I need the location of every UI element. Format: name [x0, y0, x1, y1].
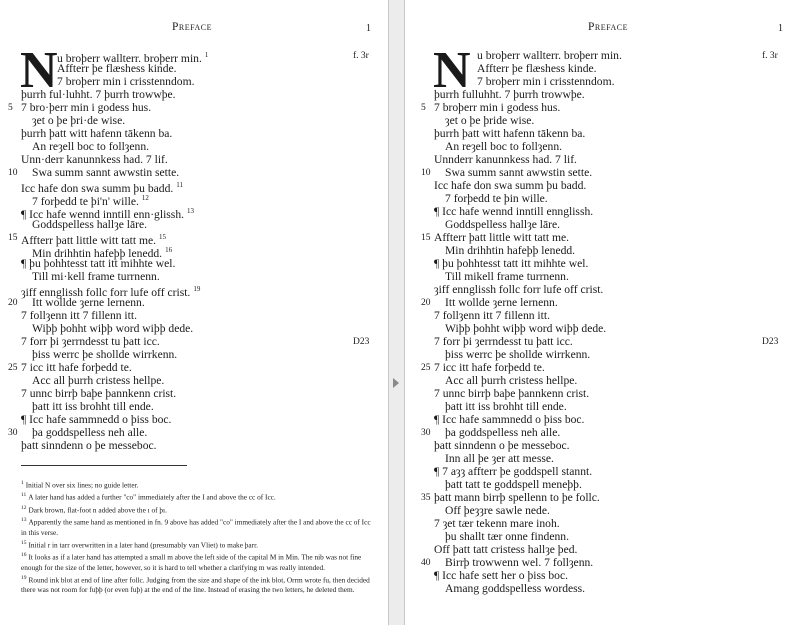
verse-line [0, 140, 388, 153]
verse-line [405, 400, 805, 413]
footnote-marker: 1 [204, 51, 209, 59]
verse-line [0, 205, 388, 221]
footnote-number: 19 [21, 574, 27, 581]
line-number: 15 [421, 233, 431, 243]
verse-line-text: ¶ 7 aȝȝ affterr þe goddspell stannt. [434, 465, 593, 478]
verse-line [0, 88, 388, 101]
verse-line-text: þurrh ful·luhht. 7 þurrh trowwþe. [21, 88, 176, 101]
verse-line [405, 413, 805, 426]
verse-text [0, 42, 388, 452]
verse-line [405, 335, 805, 348]
verse-line-text: ¶ Icc hafe sett her o þiss boc. [434, 569, 569, 582]
verse-line [405, 543, 805, 556]
verse-line-text: þu shallt tær onne findenn. [445, 530, 569, 543]
footnote-text: It looks as if a later hand has attempted a small m above the left side of the capital M in Min. The nib was not fine enough for the size of the letter, however, so it is hard to tell whether a clarifying m was really intended. [21, 552, 362, 572]
expand-arrow-icon[interactable] [393, 378, 399, 388]
verse-line-text: þa goddspelless neh alle. [32, 426, 148, 439]
verse-line [405, 374, 805, 387]
verse-line-text: Acc all þurrh cristess hellpe. [32, 374, 165, 387]
verse-line [0, 179, 388, 195]
footnote-marker: 16 [165, 246, 173, 254]
verse-line [405, 556, 805, 569]
verse-line [405, 101, 805, 114]
verse-line [405, 166, 805, 179]
verse-line-text: 7 forþedd te þin wille. [445, 192, 548, 205]
verse-line [0, 62, 388, 75]
verse-line [405, 361, 805, 374]
drop-cap: N [433, 42, 471, 99]
line-number: 15 [8, 233, 18, 243]
footnote-number: 12 [21, 504, 27, 511]
verse-line [405, 517, 805, 530]
footnote-text: Dark brown, flat-foot n added above the ı of þı. [28, 505, 167, 515]
verse-line-text: Swa summ sannt awwstin sette. [32, 166, 180, 179]
verse-line-text: þatt sinndenn o þe messeboc. [21, 439, 157, 452]
verse-line-text: 7 follȝenn itt 7 fillenn itt. [434, 309, 550, 322]
verse-line-text: Acc all þurrh cristess hellpe. [445, 374, 578, 387]
verse-line-text: þatt tatt te goddspell meneþþ. [445, 478, 582, 491]
pane-divider[interactable] [388, 0, 405, 625]
footnote-number: 13 [21, 517, 27, 524]
verse-line-text: An reȝell boc to follȝenn. [32, 140, 150, 153]
verse-line-text: 7 unnc birrþ baþe þannkenn crist. [434, 387, 590, 400]
verse-line-text: þatt sinndenn o þe messeboc. [434, 439, 570, 452]
footnote-text: Apparently the same hand as mentioned in fn. 9 above has added "co" immediately after the I and above the cc of Icc in this verse. [21, 517, 371, 537]
verse-line [405, 257, 805, 270]
line-number: 20 [421, 298, 431, 308]
verse-line [0, 101, 388, 114]
verse-line [405, 75, 805, 88]
verse-line [405, 348, 805, 361]
verse-line-text: ¶ Icc hafe wennd inntill ennglissh. [434, 205, 594, 218]
verse-line [0, 49, 388, 65]
verse-line [0, 335, 388, 348]
verse-line [405, 452, 805, 465]
footnote [21, 573, 376, 595]
verse-line [405, 309, 805, 322]
verse-line-text: Affterr þe flæshess kinde. [57, 62, 177, 75]
verse-line-text: 7 forþedd te þi'n' wille. $^{12}$ [32, 194, 149, 208]
verse-line [405, 465, 805, 478]
verse-line [405, 88, 805, 101]
footnotes [21, 478, 376, 595]
verse-line-text: Min drihhtin hafeþþ lenedd. $^{16}$ [32, 246, 173, 260]
verse-line [0, 166, 388, 179]
verse-line-text: ȝet o þe þri·de wise. [32, 114, 126, 127]
verse-line [405, 218, 805, 231]
line-number: 10 [421, 168, 431, 178]
verse-line-text: þatt mann birrþ spellenn to þe follc. [434, 491, 600, 504]
verse-line [405, 231, 805, 244]
verse-line [0, 400, 388, 413]
verse-line-text: ȝiff ennglissh follc forr lufe off crist. [434, 283, 604, 296]
verse-line [0, 296, 388, 309]
verse-line-text: Inn all þe ȝer att messe. [445, 452, 554, 465]
verse-line-text: Goddspelless hallȝe lāre. [445, 218, 561, 231]
verse-line [0, 127, 388, 140]
verse-line-text: 7 unnc birrþ baþe þannkenn crist. [21, 387, 177, 400]
verse-line-text: Goddspelless hallȝe lāre. [32, 218, 148, 231]
verse-line-text: Till mikell frame turrnenn. [445, 270, 569, 283]
verse-line [405, 140, 805, 153]
footnote [21, 538, 376, 550]
verse-line [0, 231, 388, 247]
footnote [21, 550, 376, 572]
left-page [0, 0, 388, 625]
footnote-number: 1 [21, 480, 24, 486]
verse-line-text: ¶ Icc hafe wennd inntill enn·glissh. $^{13}$ [21, 207, 195, 221]
verse-line-text: 7 follȝenn itt 7 fillenn itt. [21, 309, 137, 322]
margin-note: f. 3r [353, 51, 369, 61]
verse-line [0, 439, 388, 452]
verse-line-text: 7 forr þi ȝerrndesst tu þatt icc. [21, 335, 160, 348]
running-head: Preface [172, 21, 212, 33]
verse-line [0, 309, 388, 322]
verse-line [0, 387, 388, 400]
verse-line-text: ¶ þu þohhtesst tatt itt mihhte wel. [21, 257, 176, 270]
verse-line [405, 530, 805, 543]
verse-line-text: 7 ȝet tær tekenn mare inoh. [434, 517, 560, 530]
verse-line-text: u broþerr wallterr. broþerr min. $^1$ [57, 51, 209, 65]
footnote-text: Round ink blot at end of line after follc. Judging from the size and shape of the ink blot, Orrm wrote fu, then decided there was not room for fuþþ (or even fuþ) at the end of the line. Instead of erasing the two letters, he deleted them. [21, 574, 370, 594]
verse-line [0, 413, 388, 426]
verse-line-text: þatt itt iss brohht till ende. [32, 400, 154, 413]
verse-line [0, 114, 388, 127]
verse-line-text: Wiþþ þohht wiþþ word wiþþ dede. [32, 322, 194, 335]
footnote [21, 490, 376, 502]
page-number: 1 [778, 23, 783, 34]
verse-line [0, 192, 388, 208]
verse-line-text: þiss werrc þe shollde wirrkenn. [445, 348, 591, 361]
verse-line-text: 7 bro·þerr min i godess hus. [21, 101, 152, 114]
margin-note: D23 [762, 337, 779, 347]
line-number: 35 [421, 493, 431, 503]
verse-line [0, 361, 388, 374]
footnote [21, 478, 376, 490]
verse-line-text: ¶ Icc hafe sammnedd o þiss boc. [434, 413, 585, 426]
verse-line-text: Unn·derr kanunnkess had. 7 lif. [21, 153, 168, 166]
line-number: 5 [8, 103, 13, 113]
verse-line-text: þa goddspelless neh alle. [445, 426, 561, 439]
verse-line-text: Swa summ sannt awwstin sette. [445, 166, 593, 179]
footnote-number: 15 [21, 539, 27, 546]
verse-line [0, 322, 388, 335]
verse-line-text: Unnderr kanunnkess had. 7 lif. [434, 153, 577, 166]
verse-line [405, 582, 805, 595]
verse-line-text: u broþerr wallterr. broþerr min. [477, 49, 622, 62]
verse-line [405, 205, 805, 218]
verse-line-text: ¶ þu þohhtesst tatt itt mihhte wel. [434, 257, 589, 270]
verse-line-text: Amang goddspelless wordess. [445, 582, 586, 595]
verse-line-text: 7 icc itt hafe forþedd te. [21, 361, 132, 374]
verse-line [405, 114, 805, 127]
verse-line [405, 270, 805, 283]
line-number: 5 [421, 103, 426, 113]
verse-line-text: ȝiff ennglissh follc forr lufe off crist. $^{19}$ [21, 285, 201, 299]
line-number: 20 [8, 298, 18, 308]
verse-line [0, 75, 388, 88]
verse-line-text: Icc hafe don swa summ þu badd. [434, 179, 587, 192]
verse-line [405, 49, 805, 62]
verse-line [0, 218, 388, 231]
footnote-text: Initial N over six lines; no guide letter. [25, 480, 139, 490]
verse-line-text: 7 broþerr min i godess hus. [434, 101, 561, 114]
verse-line [405, 387, 805, 400]
verse-line [405, 296, 805, 309]
verse-line [0, 257, 388, 270]
verse-line [405, 504, 805, 517]
verse-line-text: Off þeȝȝre sawle nede. [445, 504, 550, 517]
footnote-marker: 13 [187, 207, 195, 215]
line-number: 25 [8, 363, 18, 373]
verse-line-text: Itt wollde ȝerne lernenn. [445, 296, 558, 309]
verse-line [405, 322, 805, 335]
footnote-marker: 19 [193, 285, 201, 293]
verse-line [405, 127, 805, 140]
verse-line-text: 7 broþerr min i crisstenndom. [477, 75, 615, 88]
verse-line [405, 439, 805, 452]
verse-line [0, 283, 388, 299]
verse-line [0, 153, 388, 166]
verse-line-text: Affterr þatt little witt tatt me. $^{15}$ [21, 233, 167, 247]
verse-line [0, 426, 388, 439]
footnote-number: 16 [21, 552, 27, 559]
verse-line-text: Itt wollde ȝerne lernenn. [32, 296, 145, 309]
verse-line-text: Icc hafe don swa summ þu badd. $^{11}$ [21, 181, 184, 195]
verse-line [405, 478, 805, 491]
verse-line-text: Affterr þe flæshess kinde. [477, 62, 597, 75]
footnote-text: A later hand has added a further "co" immediately after the I and above the cc of Icc. [28, 492, 276, 502]
verse-line [0, 374, 388, 387]
verse-line [405, 153, 805, 166]
verse-line-text: ¶ Icc hafe sammnedd o þiss boc. [21, 413, 172, 426]
line-number: 25 [421, 363, 431, 373]
verse-line [405, 192, 805, 205]
footnote-rule [21, 465, 187, 466]
footnote-marker: 15 [159, 233, 167, 241]
verse-line-text: 7 broþerr min i crisstenndom. [57, 75, 195, 88]
verse-line-text: Birrþ trowwenn wel. 7 follȝenn. [445, 556, 594, 569]
verse-line-text: þurrh þatt witt hafenn tākenn ba. [434, 127, 586, 140]
verse-line-text: Off þatt tatt cristess hallȝe þed. [434, 543, 578, 556]
verse-line [405, 179, 805, 192]
footnote-text: Initial r in tarr overwritten in a later hand (presumably van Vliet) to make þarr. [28, 540, 258, 550]
verse-line [405, 491, 805, 504]
running-head: Preface [588, 21, 628, 33]
verse-line-text: Min drihhtin hafeþþ lenedd. [445, 244, 576, 257]
verse-line-text: ȝet o þe þride wise. [445, 114, 535, 127]
footnote-number: 11 [21, 492, 27, 499]
right-page [405, 0, 805, 625]
margin-note: f. 3r [762, 51, 778, 61]
verse-line [0, 348, 388, 361]
verse-line-text: þurrh fulluhht. 7 þurrh trowwþe. [434, 88, 585, 101]
footnote [21, 503, 376, 515]
margin-note: D23 [353, 337, 370, 347]
verse-line [405, 283, 805, 296]
page-number: 1 [366, 23, 371, 34]
verse-line-text: Wiþþ þohht wiþþ word wiþþ dede. [445, 322, 607, 335]
verse-line [405, 244, 805, 257]
verse-line-text: þatt itt iss brohht till ende. [445, 400, 567, 413]
footnote-marker: 11 [176, 181, 184, 189]
verse-line-text: An reȝell boc to follȝenn. [445, 140, 563, 153]
verse-line [405, 426, 805, 439]
verse-line [405, 62, 805, 75]
verse-line-text: 7 forr þi ȝerrndesst tu þatt icc. [434, 335, 573, 348]
verse-line-text: Affterr þatt little witt tatt me. [434, 231, 570, 244]
verse-line-text: þurrh þatt witt hafenn tākenn ba. [21, 127, 173, 140]
verse-line-text: þiss werrc þe shollde wirrkenn. [32, 348, 178, 361]
verse-line-text: Till mi·kell frame turrnenn. [32, 270, 160, 283]
line-number: 40 [421, 558, 431, 568]
line-number: 30 [421, 428, 431, 438]
line-number: 30 [8, 428, 18, 438]
footnote-marker: 12 [141, 194, 149, 202]
verse-line [0, 244, 388, 260]
footnote [21, 515, 376, 537]
verse-text [405, 42, 805, 595]
verse-line [405, 569, 805, 582]
drop-cap: N [20, 42, 58, 99]
line-number: 10 [8, 168, 18, 178]
verse-line [0, 270, 388, 283]
verse-line-text: 7 icc itt hafe forþedd te. [434, 361, 545, 374]
